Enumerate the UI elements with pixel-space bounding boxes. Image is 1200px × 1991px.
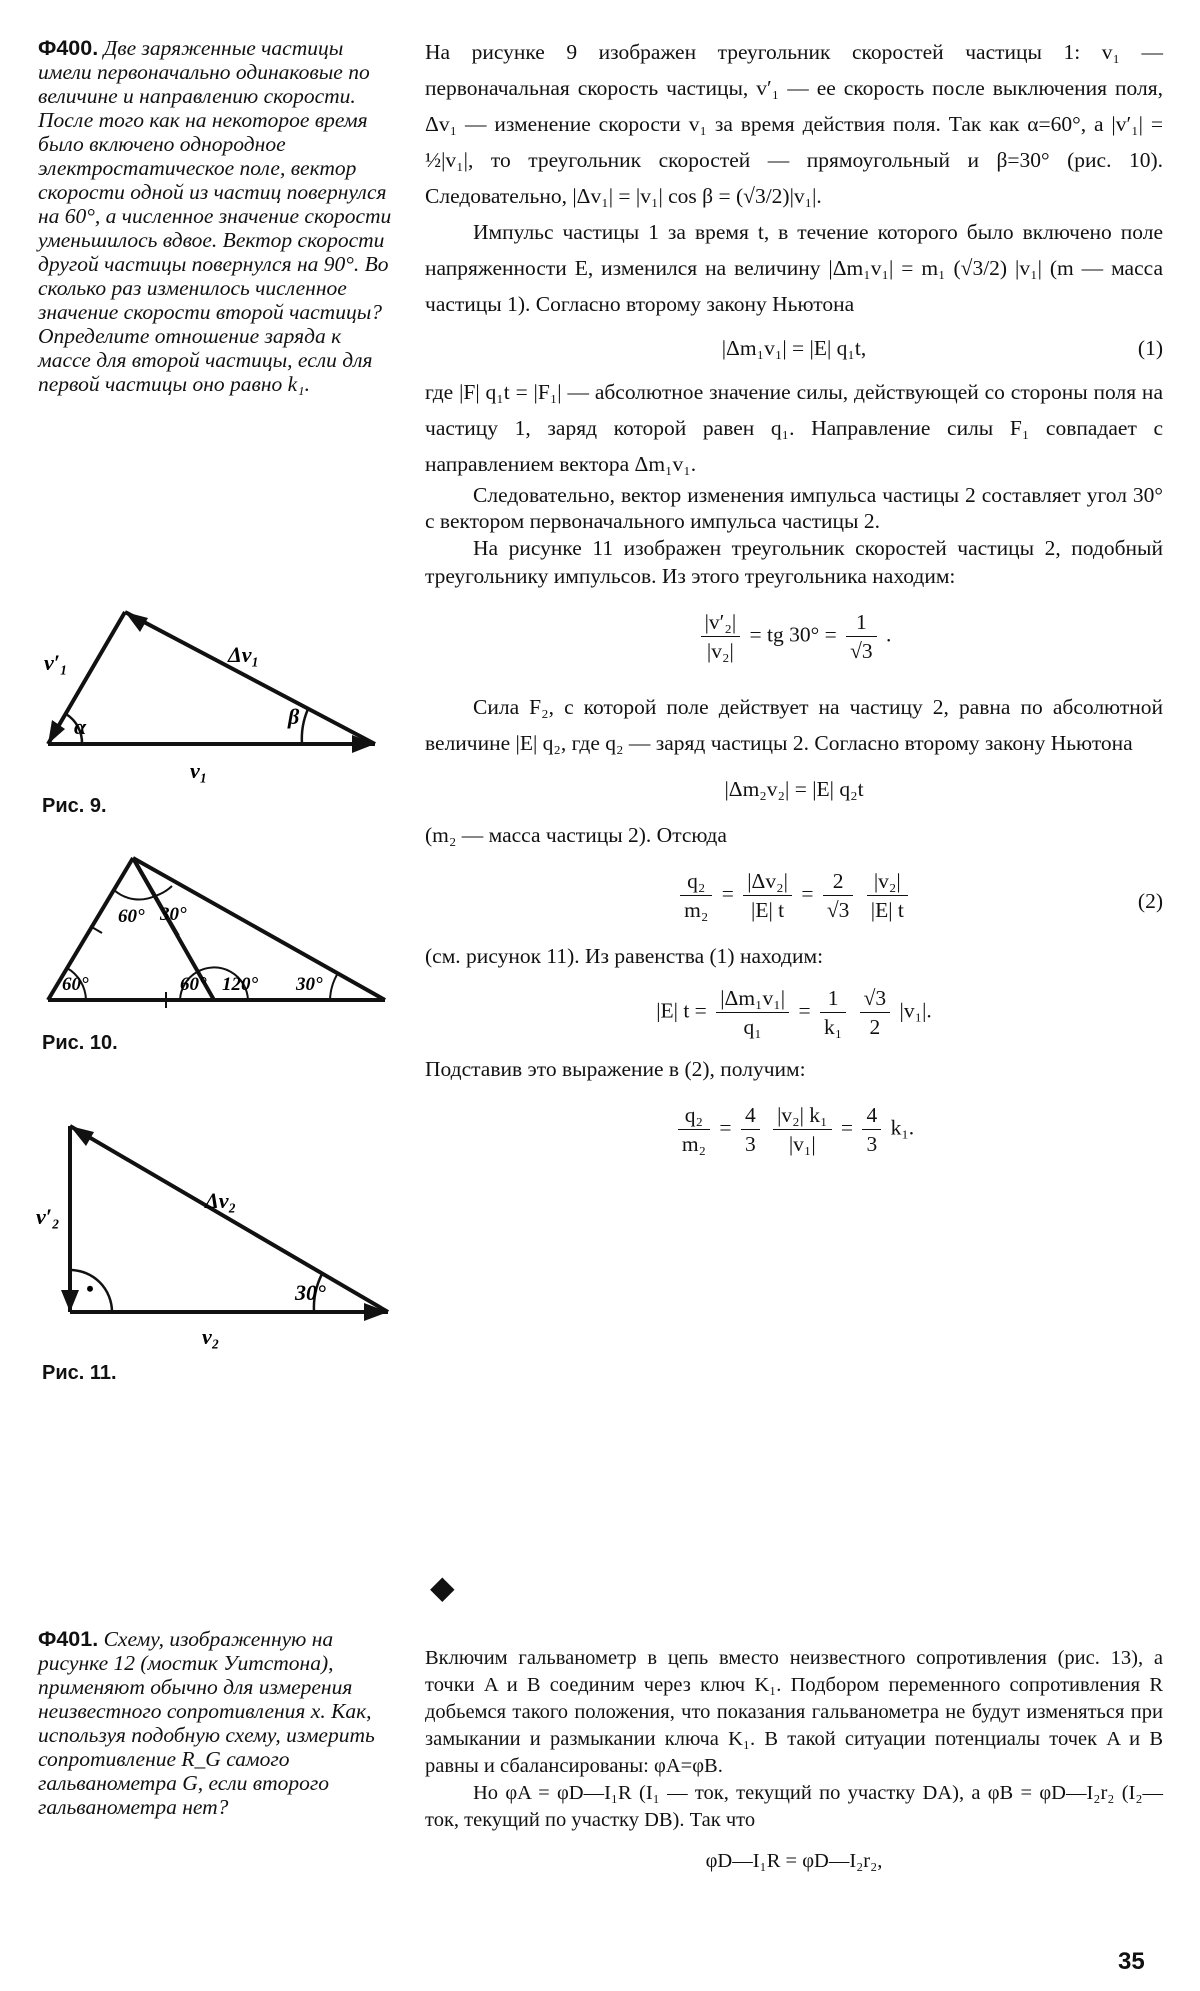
solution-400 (425, 34, 1163, 1172)
fig9-label-v1-prime: v′₁ (44, 650, 68, 675)
figure-11 (30, 1112, 400, 1352)
fig11-label-30: 30° (295, 1280, 326, 1305)
fig10-label-60-mid: 60° (180, 974, 207, 995)
eq3-c-num: √3 (860, 984, 891, 1013)
eq2-b-den: √3 (826, 898, 850, 922)
page-number: 35 (1118, 1948, 1145, 1975)
solution-400-p4: Следовательно, вектор изменения импульса частицы 2 составляет угол 30° с вектором первоначального импульса частицы 2. (425, 483, 1163, 533)
eq3-b-den: k₁ (823, 1015, 843, 1039)
eq3-end: |v₁|. (899, 998, 932, 1023)
problem-401-statement (38, 1627, 398, 1819)
eq2-a-num: |Δv₂| (743, 867, 792, 896)
solution-400-p8: (см. рисунок 11). Из равенства (1) находим: (425, 944, 824, 968)
solution-400-p3: где |F| q₁t = |F₁| — абсолютное значение силы, действующей со стороны поля на частицу 1, заряд которой равен q₁. Направление силы F₁ совпадает с направлением вектора Δm₁v₁. (425, 380, 1163, 476)
eq4-a-den: 3 (744, 1132, 756, 1156)
section-separator: ◆ (430, 1569, 455, 1605)
problem-400-statement (38, 36, 398, 396)
equation-2: $\frac{\text{q₂}}{\text{m₂}}$ = $\frac{\text{|Δv₂|}}{|E| t}$ = $\frac{2}{√3}$ $\frac{\text{|v₂|}}{|E| t}$ (2) (425, 867, 1163, 924)
fig9-label-dv1: Δv₁ (228, 642, 260, 667)
eq2-left-num: q₂ (680, 867, 712, 896)
eq-tg-denominator: |v₂| (706, 639, 734, 663)
problem-400-text: Две заряженные частицы имели первоначально одинаковые по величине и направлению скорости. После того как на некоторое время было включено однородное электростатическое поле, вектор скорости одной из частиц повернулся на 60°, а численное значение скорости уменьшилось вдвое. Вектор скорости другой частицы повернулся на 90°. Во сколько раз изменилось численное значение скорости второй частицы? Определите отношение заряда к массе для второй частицы, если для первой частицы оно равно k₁. (38, 36, 392, 396)
figure-9-caption: Рис. 9. (42, 795, 107, 817)
fig9-label-alpha: α (74, 714, 87, 739)
equation-tg30 (425, 608, 1163, 665)
eq2-a-den: |E| t (751, 898, 785, 922)
equation-2-number: (2) (1137, 889, 1163, 913)
eq4-b-num: |v₂| k₁ (773, 1101, 831, 1130)
eq3-left: |E| t = (656, 998, 707, 1023)
solution-401-equation: φD—I₁R = φD—I₂r₂, (705, 1850, 883, 1872)
eq-tg-numerator: |v′₂| (701, 608, 741, 637)
eq4-c-den: 3 (866, 1132, 878, 1156)
eq2-b-num: 2 (823, 867, 854, 896)
eq4-end: k₁. (890, 1115, 915, 1140)
equation-1-body: |Δm₁v₁| = |E| q₁t, (721, 336, 867, 360)
eq-tg-right-denominator: √3 (850, 639, 873, 663)
eq3-b-num: 1 (820, 984, 846, 1013)
equation-1-number: (1) (1137, 336, 1163, 360)
eq2-left-den: m₂ (684, 898, 709, 922)
eq3-a-den: q₁ (743, 1015, 762, 1039)
solution-400-p6: Сила F₂, с которой поле действует на частицу 2, равна по абсолютной величине |E| q₂, где q₂ — заряд частицы 2. Согласно второму закону Ньютона (425, 695, 1163, 755)
eq-tg-middle: = tg 30° = (749, 622, 837, 647)
eq-tg-right-numerator: 1 (846, 608, 877, 637)
solution-400-p9: Подставив это выражение в (2), получим: (425, 1057, 806, 1081)
problem-401-id: Ф401. (38, 1627, 99, 1651)
eq3-a-num: |Δm₁v₁| (716, 984, 789, 1013)
fig11-label-v2: v₂ (202, 1324, 220, 1349)
fig10-label-30-top: 30° (160, 904, 187, 925)
eq4-left-num: q₂ (678, 1101, 710, 1130)
equation-newton-2: |Δm₂v₂| = |E| q₂t (724, 777, 864, 801)
equation-1 (425, 330, 1163, 366)
eq4-b-den: |v₁| (788, 1132, 816, 1156)
eq4-left-den: m₂ (681, 1132, 707, 1156)
problem-401-text: Схему, изображенную на рисунке 12 (мостик Уитстона), применяют обычно для измерения неизвестного сопротивления x. Как, используя подобную схему, измерить сопротивление R_G самого гальванометра G, если второго гальванометра нет? (38, 1627, 375, 1819)
fig11-right-angle-dot: • (86, 1276, 94, 1301)
equation-4: $\frac{\text{q₂}}{\text{m₂}}$ = $\frac{4}{3}$ $\frac{\text{|v₂| k₁}}{\text{|v₁|}}$ = $\frac{4}{3}$ k₁. (425, 1101, 1163, 1158)
solution-401 (425, 1645, 1163, 1885)
fig10-label-60-left: 60° (62, 974, 89, 995)
fig10-label-30-right: 30° (296, 974, 323, 995)
fig9-label-v1: v₁ (190, 758, 208, 783)
fig11-label-dv2: Δv₂ (205, 1188, 237, 1213)
solution-401-p1: Включим гальванометр в цепь вместо неизвестного сопротивления (рис. 13), а точки A и B соединим через ключ K₁. Подбором переменного сопротивления R добьемся такого положения, что показания гальванометра не будут изменяться при замыкании и размыкании ключа K₁. В такой ситуации потенциалы точек A и B равны и сбалансированы: φA=φB. (425, 1647, 1163, 1777)
figure-11-caption: Рис. 11. (42, 1362, 117, 1384)
eq2-c-den: |E| t (870, 898, 904, 922)
solution-400-p2: Импульс частицы 1 за время t, в течение которого было включено поле напряженности E, изменился на величину |Δm₁v₁| = m₁ (√3/2) |v₁| (m — масса частицы 1). Согласно второму закону Ньютона (425, 220, 1163, 316)
solution-400-p7: (m₂ — масса частицы 2). Отсюда (425, 823, 727, 847)
eq3-c-den: 2 (869, 1015, 881, 1039)
solution-401-p2: Но φA = φD—I₁R (I₁ — ток, текущий по участку DA), а φB = φD—I₂r₂ (I₂— ток, текущий по участку DB). Так что (425, 1782, 1163, 1831)
fig10-label-120: 120° (222, 974, 259, 995)
fig11-label-v2-prime: v′₂ (36, 1204, 60, 1229)
eq4-c-num: 4 (862, 1101, 881, 1130)
fig10-label-60-top: 60° (118, 906, 145, 927)
equation-3: |E| t = $\frac{\text{|Δm₁v₁|}}{\text{q₁}}$ = $\frac{1}{\text{k₁}}$ $\frac{√3}{2}$ |v₁|. (656, 986, 932, 1039)
fig9-label-beta: β (288, 704, 300, 729)
eq2-c-num: |v₂| (867, 867, 908, 896)
figure-9 (30, 592, 400, 802)
figure-10 (30, 852, 400, 1012)
solution-400-p1: На рисунке 9 изображен треугольник скоростей частицы 1: v₁ — первоначальная скорость частицы, v′₁ — ее скорость после выключения поля, Δv₁ — изменение скорости v₁ за время действия поля. Так как α=60°, а |v′₁| = ½|v₁|, то треугольник скоростей — прямоугольный и β=30° (рис. 10). Следовательно, |Δv₁| = |v₁| cos β = (√3/2)|v₁|. (425, 40, 1163, 208)
eq-tg-end: . (886, 622, 892, 647)
solution-400-p5: На рисунке 11 изображен треугольник скоростей частицы 2, подобный треугольнику импульсов. Из этого треугольника находим: (425, 536, 1163, 588)
problem-400-id: Ф400. (38, 36, 99, 60)
figure-10-caption: Рис. 10. (42, 1032, 118, 1054)
eq4-a-num: 4 (741, 1101, 760, 1130)
